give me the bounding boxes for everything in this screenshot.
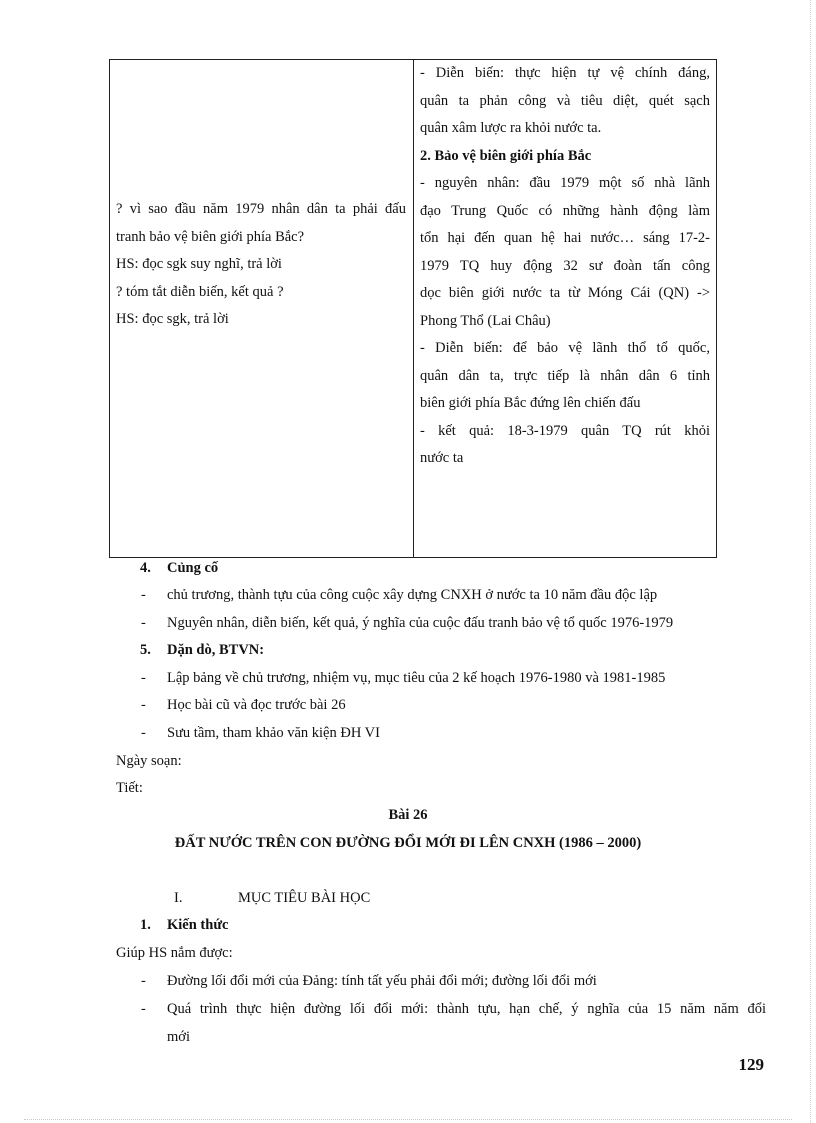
section-number: 5. [140,642,151,658]
section-number: 4. [140,560,151,576]
bullet-dash: - [141,615,146,631]
lesson-content-cell [420,60,710,473]
bullet-dash: - [141,670,146,686]
content-line: dọc biên giới nước ta từ Móng Cái (QN) -> [420,285,710,301]
question-line: ? tóm tắt diễn biến, kết quả ? [116,283,284,300]
list-item: Học bài cũ và đọc trước bài 26 [167,697,346,713]
subsection-heading-knowledge [140,917,228,934]
content-line: biên giới phía Bắc đứng lên chiến đấu [420,395,641,411]
content-line: quân ta phản công và tiêu diệt, quét sạch [420,92,710,109]
page-number: 129 [738,1055,764,1074]
content-subheading: 2. Bảo vệ biên giới phía Bắc [420,147,592,164]
column-divider [413,60,414,557]
part-heading-objectives [174,890,370,907]
roman-numeral: I. [174,890,183,906]
section-title: Kiến thức [167,917,229,933]
question-line: tranh bảo vệ biên giới phía Bắc? [116,228,305,245]
list-item: Lập bảng về chủ trương, nhiệm vụ, mục tiêu của 2 kế hoạch 1976-1980 và 1981-1985 [167,670,666,686]
content-line: - Diễn biến: để bảo vệ lãnh thổ tổ quốc, [420,340,710,356]
question-line: ? vì sao đầu năm 1979 nhân dân ta phải đấu [116,201,406,217]
list-item: Quá trình thực hiện đường lối đổi mới: thành tựu, hạn chế, ý nghĩa của 15 năm năm đổi [167,1001,766,1017]
list-item: Nguyên nhân, diễn biến, kết quả, ý nghĩa của cuộc đấu tranh bảo vệ tổ quốc 1976-1979 [167,615,674,631]
lesson-table [109,59,717,558]
bullet-dash: - [141,587,146,603]
content-line: đạo Trung Quốc có những hành động làm [420,202,710,219]
list-item: chủ trương, thành tựu của công cuộc xây dựng CNXH ở nước ta 10 năm đầu độc lập [167,587,658,603]
content-line: quân xâm lược ra khỏi nước ta. [420,120,602,136]
lesson-number: Bài 26 [388,807,428,823]
content-line: - Diễn biến: thực hiện tự vệ chính đáng, [420,65,710,81]
bullet-dash: - [141,725,146,741]
teacher-student-activity-cell [116,196,406,334]
list-item: Đường lối đổi mới của Đảng: tính tất yếu phải đổi mới; đường lối đổi mới [167,973,597,989]
content-line: quân dân ta, trực tiếp là nhân dân 6 tỉnh [420,367,710,384]
preparation-date-label: Ngày soạn: [116,753,182,769]
student-task-line: HS: đọc sgk, trả lời [116,311,229,327]
section-heading-homework [140,642,264,659]
section-title: Củng cố [167,560,219,576]
content-line: 1979 TQ huy động 32 sư đoàn tấn công [420,257,710,274]
content-line: tổn hại đến quan hệ hai nước… sáng 17-2- [420,230,710,246]
page-edge-rule [810,0,811,1123]
bullet-dash: - [141,697,146,713]
section-number: 1. [140,917,151,933]
intro-text: Giúp HS nắm được: [116,945,233,961]
bullet-dash: - [141,973,146,989]
part-title: MỤC TIÊU BÀI HỌC [238,890,371,906]
bullet-dash: - [141,1001,146,1017]
student-task-line: HS: đọc sgk suy nghĩ, trả lời [116,256,282,272]
list-item: Sưu tầm, tham khảo văn kiện ĐH VI [167,725,380,741]
period-label: Tiết: [116,780,143,796]
content-line: - nguyên nhân: đầu 1979 một số nhà lãnh [420,175,710,191]
content-line: nước ta [420,450,464,466]
content-line: Phong Thổ (Lai Châu) [420,312,551,329]
section-heading-consolidation [140,560,218,577]
list-item-continuation: mới [167,1029,190,1045]
section-title: Dặn dò, BTVN: [167,642,265,658]
page-edge-rule [24,1119,792,1120]
content-line: - kết quả: 18-3-1979 quân TQ rút khỏi [420,422,710,439]
lesson-title: ĐẤT NƯỚC TRÊN CON ĐƯỜNG ĐỔI MỚI ĐI LÊN CNXH (1986 – 2000) [174,835,642,851]
